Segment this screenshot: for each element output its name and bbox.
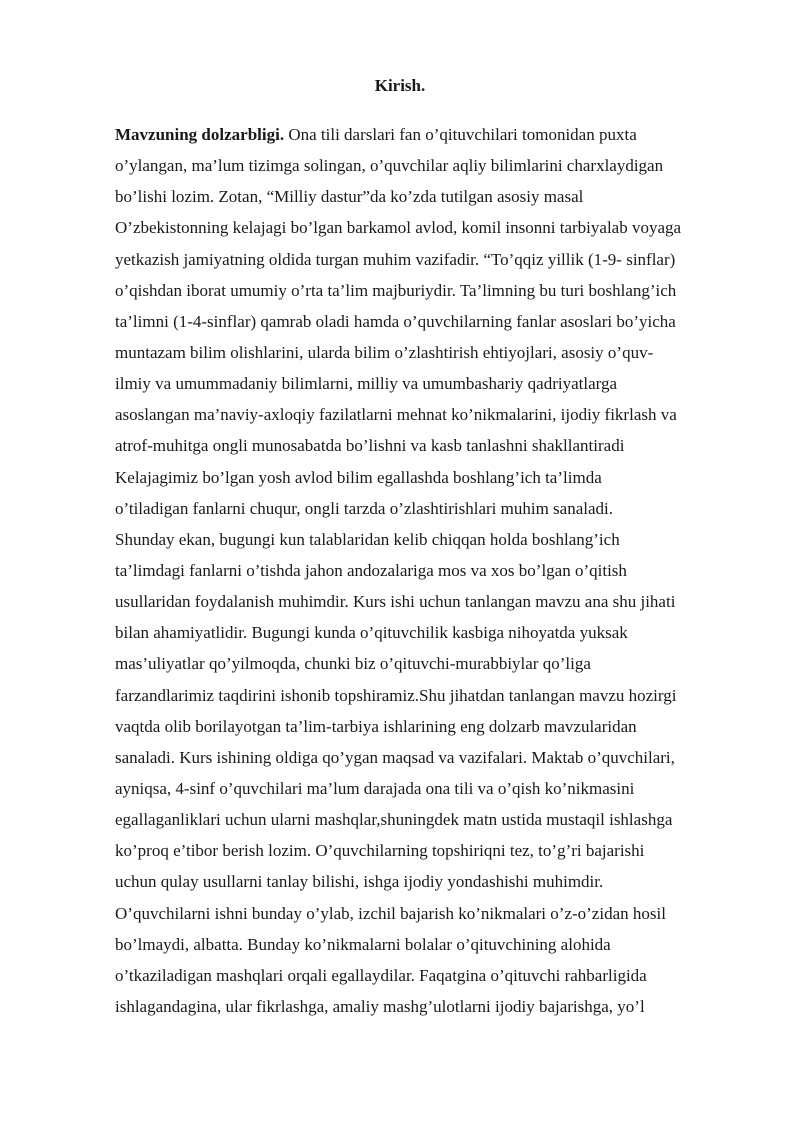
text-line: Shunday ekan, bugungi kun talablaridan kelib chiqqan holda boshlang’ich xyxy=(115,529,620,549)
text-line: o’tiladigan fanlarni chuqur, ongli tarzda o’zlashtirishlari muhim sanaladi. xyxy=(115,498,613,518)
text-line: o’ylangan, ma’lum tizimga solingan, o’quvchilar aqliy bilimlarini charxlaydigan xyxy=(115,156,664,176)
page-title: Kirish. xyxy=(374,76,426,95)
text-line: atrof-muhitga ongli munosabatda bo’lishni va kasb tanlashni shakllantiradi xyxy=(115,436,625,456)
text-line: sanaladi. Kurs ishining oldiga qo’ygan maqsad va vazifalari. Maktab o’quvchilari, xyxy=(115,747,675,767)
text-line: asoslangan ma’naviy-axloqiy fazilatlarni mehnat ko’nikmalarini, ijodiy fikrlash va xyxy=(115,405,677,425)
text-line: ta’limdagi fanlarni o’tishda jahon andozalariga mos va xos bo’lgan o’qitish xyxy=(115,560,627,580)
text-line: muntazam bilim olishlarini, ularda bilim o’zlashtirish ehtiyojlari, asosiy o’quv- xyxy=(115,342,654,362)
text-line: bo’lmaydi, albatta. Bunday ko’nikmalarni bolalar o’qituvchining alohida xyxy=(115,934,611,954)
text-line: ta’limni (1-4-sinflar) qamrab oladi hamda o’quvchilarning fanlar asoslari bo’yicha xyxy=(115,311,676,331)
text-line: bilan ahamiyatlidir. Bugungi kunda o’qituvchilik kasbiga nihoyatda yuksak xyxy=(115,623,628,643)
text-line: bo’lishi lozim. Zotan, “Milliy dastur”da ko’zda tutilgan asosiy masal xyxy=(115,187,584,207)
text-line: mas’uliyatlar qo’yilmoqda, chunki biz o’qituvchi-murabbiylar qo’liga xyxy=(115,654,591,674)
text-line: ko’proq e’tibor berish lozim. O’quvchilarning topshiriqni tez, to’g’ri bajarishi xyxy=(115,841,645,861)
body-paragraph xyxy=(115,119,745,1022)
text-line: ilmiy va umummadaniy bilimlarni, milliy va umumbashariy qadriyatlarga xyxy=(115,374,618,394)
text-line: O’zbekistonning kelajagi bo’lgan barkamol avlod, komil insonni tarbiyalab voyaga xyxy=(115,218,682,238)
text-line-content: Ona tili darslari fan o’qituvchilari tomonidan puxta xyxy=(284,125,637,144)
text-line: egallaganliklari uchun ularni mashqlar,shuningdek matn ustida mustaqil ishlashga xyxy=(115,810,673,830)
text-line: Kelajagimiz bo’lgan yosh avlod bilim egallashda boshlang’ich ta’limda xyxy=(115,467,602,487)
text-line: vaqtda olib borilayotgan ta’lim-tarbiya ishlarining eng dolzarb mavzularidan xyxy=(115,716,637,736)
text-line: yetkazish jamiyatning oldida turgan muhim vazifadir. “To’qqiz yillik (1-9- sinflar) xyxy=(115,249,676,269)
text-line: farzandlarimiz taqdirini ishonib topshiramiz.Shu jihatdan tanlangan mavzu hozirgi xyxy=(115,685,677,705)
text-line: usullaridan foydalanish muhimdir. Kurs ishi uchun tanlangan mavzu ana shu jihati xyxy=(115,592,676,612)
text-line: O’quvchilarni ishni bunday o’ylab, izchil bajarish ko’nikmalari o’z-o’zidan hosil xyxy=(115,903,666,923)
text-line xyxy=(115,119,745,150)
text-line: uchun qulay usullarni tanlay bilishi, ishga ijodiy yondashishi muhimdir. xyxy=(115,872,604,892)
text-line: o’qishdan iborat umumiy o’rta ta’lim majburiydir. Ta’limning bu turi boshlang’ich xyxy=(115,280,677,300)
text-line: o’tkaziladigan mashqlari orqali egallaydilar. Faqatgina o’qituvchi rahbarligida xyxy=(115,965,647,985)
text-line: ayniqsa, 4-sinf o’quvchilari ma’lum darajada ona tili va o’qish ko’nikmasini xyxy=(115,778,635,798)
section-heading: Mavzuning dolzarbligi. xyxy=(115,125,285,144)
text-line: ishlagandagina, ular fikrlashga, amaliy mashg’ulotlarni ijodiy bajarishga, yo’l xyxy=(115,996,645,1016)
